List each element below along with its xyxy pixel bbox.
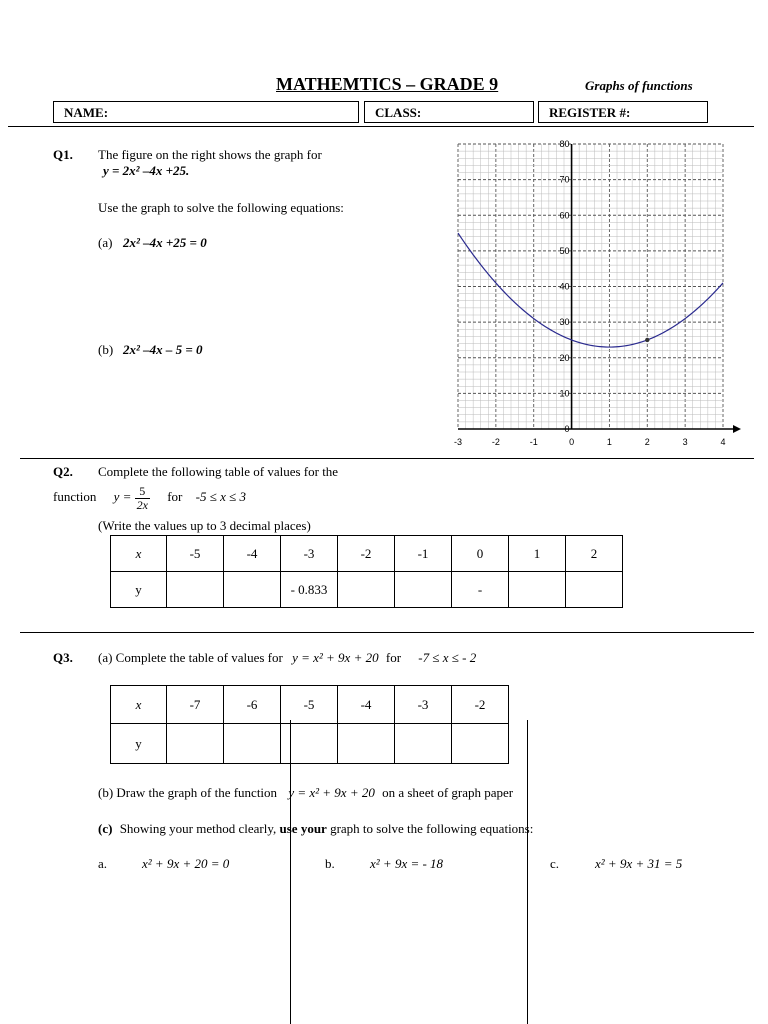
q1-part-b-label: (b) xyxy=(98,342,114,357)
y-tick-label: 80 xyxy=(559,139,570,149)
table-row xyxy=(111,536,623,572)
table-row xyxy=(111,724,509,764)
q2-text: Complete the following table of values for the xyxy=(98,464,339,479)
q3-eq-b: x² + 9x = - 18 xyxy=(370,856,444,871)
q1-instruction: Use the graph to solve the following equations: xyxy=(98,200,344,215)
table-header-cell: y xyxy=(111,724,167,764)
name-label: NAME: xyxy=(64,105,109,120)
name-field[interactable] xyxy=(53,101,359,123)
q2-denominator: 2x xyxy=(136,497,148,512)
page-subtitle: Graphs of functions xyxy=(585,78,693,93)
q3-part-b-post: on a sheet of graph paper xyxy=(382,785,514,800)
answer-cell[interactable] xyxy=(395,572,452,608)
answer-cell[interactable] xyxy=(566,572,623,608)
class-label: CLASS: xyxy=(375,105,422,120)
table-header-cell: x xyxy=(111,536,167,572)
column-divider xyxy=(527,720,528,1024)
q3-part-c-post: graph to solve the following equations: xyxy=(330,821,534,836)
q3-part-b-line xyxy=(98,785,513,801)
answer-cell[interactable]: - 0.833 xyxy=(281,572,338,608)
q3-part-c-text: Showing your method clearly, xyxy=(119,821,277,836)
x-tick-label: 2 xyxy=(644,437,650,447)
q3-part-a-domain: -7 ≤ x ≤ - 2 xyxy=(418,650,477,665)
table-cell: -1 xyxy=(395,536,452,572)
q2-table xyxy=(110,535,623,608)
answer-cell[interactable] xyxy=(167,572,224,608)
q2-for-word: for xyxy=(167,489,183,504)
q2-numerator: 5 xyxy=(135,485,150,499)
register-field[interactable] xyxy=(538,101,708,123)
x-tick-label: 0 xyxy=(569,437,575,447)
q3-number: Q3. xyxy=(53,650,73,665)
y-tick-label: 50 xyxy=(559,245,570,256)
q3-part-a-text: (a) Complete the table of values for xyxy=(98,650,283,665)
q3-part-a-for: for xyxy=(385,650,402,665)
q3-table xyxy=(110,685,509,764)
table-row xyxy=(111,572,623,608)
q1-number: Q1. xyxy=(53,147,73,162)
answer-cell[interactable]: - xyxy=(452,572,509,608)
table-cell: -4 xyxy=(224,536,281,572)
y-tick-label: 10 xyxy=(559,388,570,399)
q3-part-a-line xyxy=(98,650,476,666)
marked-point xyxy=(645,338,649,342)
q3-part-a-equation: y = x² + 9x + 20 xyxy=(292,650,379,665)
q2-function-word: function xyxy=(53,489,97,504)
q1-text: The figure on the right shows the graph for xyxy=(98,147,322,162)
y-tick-label: 30 xyxy=(559,317,570,328)
x-tick-label: 1 xyxy=(606,437,612,447)
table-cell: -4 xyxy=(338,686,395,724)
x-tick-label: -3 xyxy=(453,437,463,447)
q2-note: (Write the values up to 3 decimal places) xyxy=(98,518,311,533)
q2-domain: -5 ≤ x ≤ 3 xyxy=(195,489,246,504)
table-cell: -2 xyxy=(338,536,395,572)
q1-part-a-equation: 2x² –4x +25 = 0 xyxy=(123,235,207,250)
register-label: REGISTER #: xyxy=(549,105,631,120)
q3-part-c-bold: use your xyxy=(279,821,327,836)
parabola-curve xyxy=(458,233,723,347)
divider xyxy=(8,126,754,127)
y-tick-label: 0 xyxy=(564,424,570,434)
q3-eq-c: x² + 9x + 31 = 5 xyxy=(595,856,683,871)
table-cell: -2 xyxy=(452,686,509,724)
q2-function-line xyxy=(53,483,246,512)
y-tick-label: 40 xyxy=(559,281,570,292)
answer-cell[interactable] xyxy=(395,724,452,764)
divider xyxy=(20,632,754,633)
table-cell: -7 xyxy=(167,686,224,724)
table-cell: -5 xyxy=(167,536,224,572)
table-cell: 2 xyxy=(566,536,623,572)
table-header-cell: x xyxy=(111,686,167,724)
q3-part-c-label: (c) xyxy=(98,821,113,836)
column-divider xyxy=(290,720,291,1024)
page-title: MATHEMTICS – GRADE 9 xyxy=(276,74,499,94)
x-axis-arrow xyxy=(733,425,741,433)
q3-eq-a: x² + 9x + 20 = 0 xyxy=(142,856,230,871)
divider xyxy=(20,458,754,459)
x-tick-label: 3 xyxy=(682,437,688,447)
table-cell: -5 xyxy=(281,686,338,724)
answer-cell[interactable] xyxy=(167,724,224,764)
answer-cell[interactable] xyxy=(509,572,566,608)
answer-cell[interactable] xyxy=(338,572,395,608)
x-tick-label: -2 xyxy=(491,437,500,447)
q3-part-b-text: (b) Draw the graph of the function xyxy=(98,785,278,800)
table-cell: -3 xyxy=(281,536,338,572)
y-tick-label: 70 xyxy=(559,174,570,185)
x-tick-label: 4 xyxy=(720,437,726,447)
table-cell: 0 xyxy=(452,536,509,572)
q1-part-b-equation: 2x² –4x – 5 = 0 xyxy=(123,342,203,357)
q3-eq-a-label: a. xyxy=(98,856,108,871)
q1-equation: y = 2x² –4x +25. xyxy=(103,163,190,178)
answer-cell[interactable] xyxy=(452,724,509,764)
q3-eq-c-label: c. xyxy=(550,856,560,871)
table-row xyxy=(111,686,509,724)
graph-grid xyxy=(458,144,723,429)
q1-part-a-label: (a) xyxy=(98,235,113,250)
q2-fraction xyxy=(135,485,150,512)
answer-cell[interactable] xyxy=(224,572,281,608)
table-header-cell: y xyxy=(111,572,167,608)
q3-eq-b-label: b. xyxy=(325,856,335,871)
x-tick-label: -1 xyxy=(529,437,538,447)
table-cell: 1 xyxy=(509,536,566,572)
q2-y-eq: y = xyxy=(113,489,132,504)
answer-cell[interactable] xyxy=(338,724,395,764)
class-field[interactable] xyxy=(364,101,534,123)
table-cell: -6 xyxy=(224,686,281,724)
answer-cell[interactable] xyxy=(224,724,281,764)
parabola-graph xyxy=(448,134,748,454)
q3-part-c-line xyxy=(98,821,533,837)
q3-part-b-equation: y = x² + 9x + 20 xyxy=(288,785,375,800)
y-tick-label: 60 xyxy=(559,210,570,221)
y-tick-label: 20 xyxy=(559,352,570,363)
q2-number: Q2. xyxy=(53,464,73,479)
table-cell: -3 xyxy=(395,686,452,724)
